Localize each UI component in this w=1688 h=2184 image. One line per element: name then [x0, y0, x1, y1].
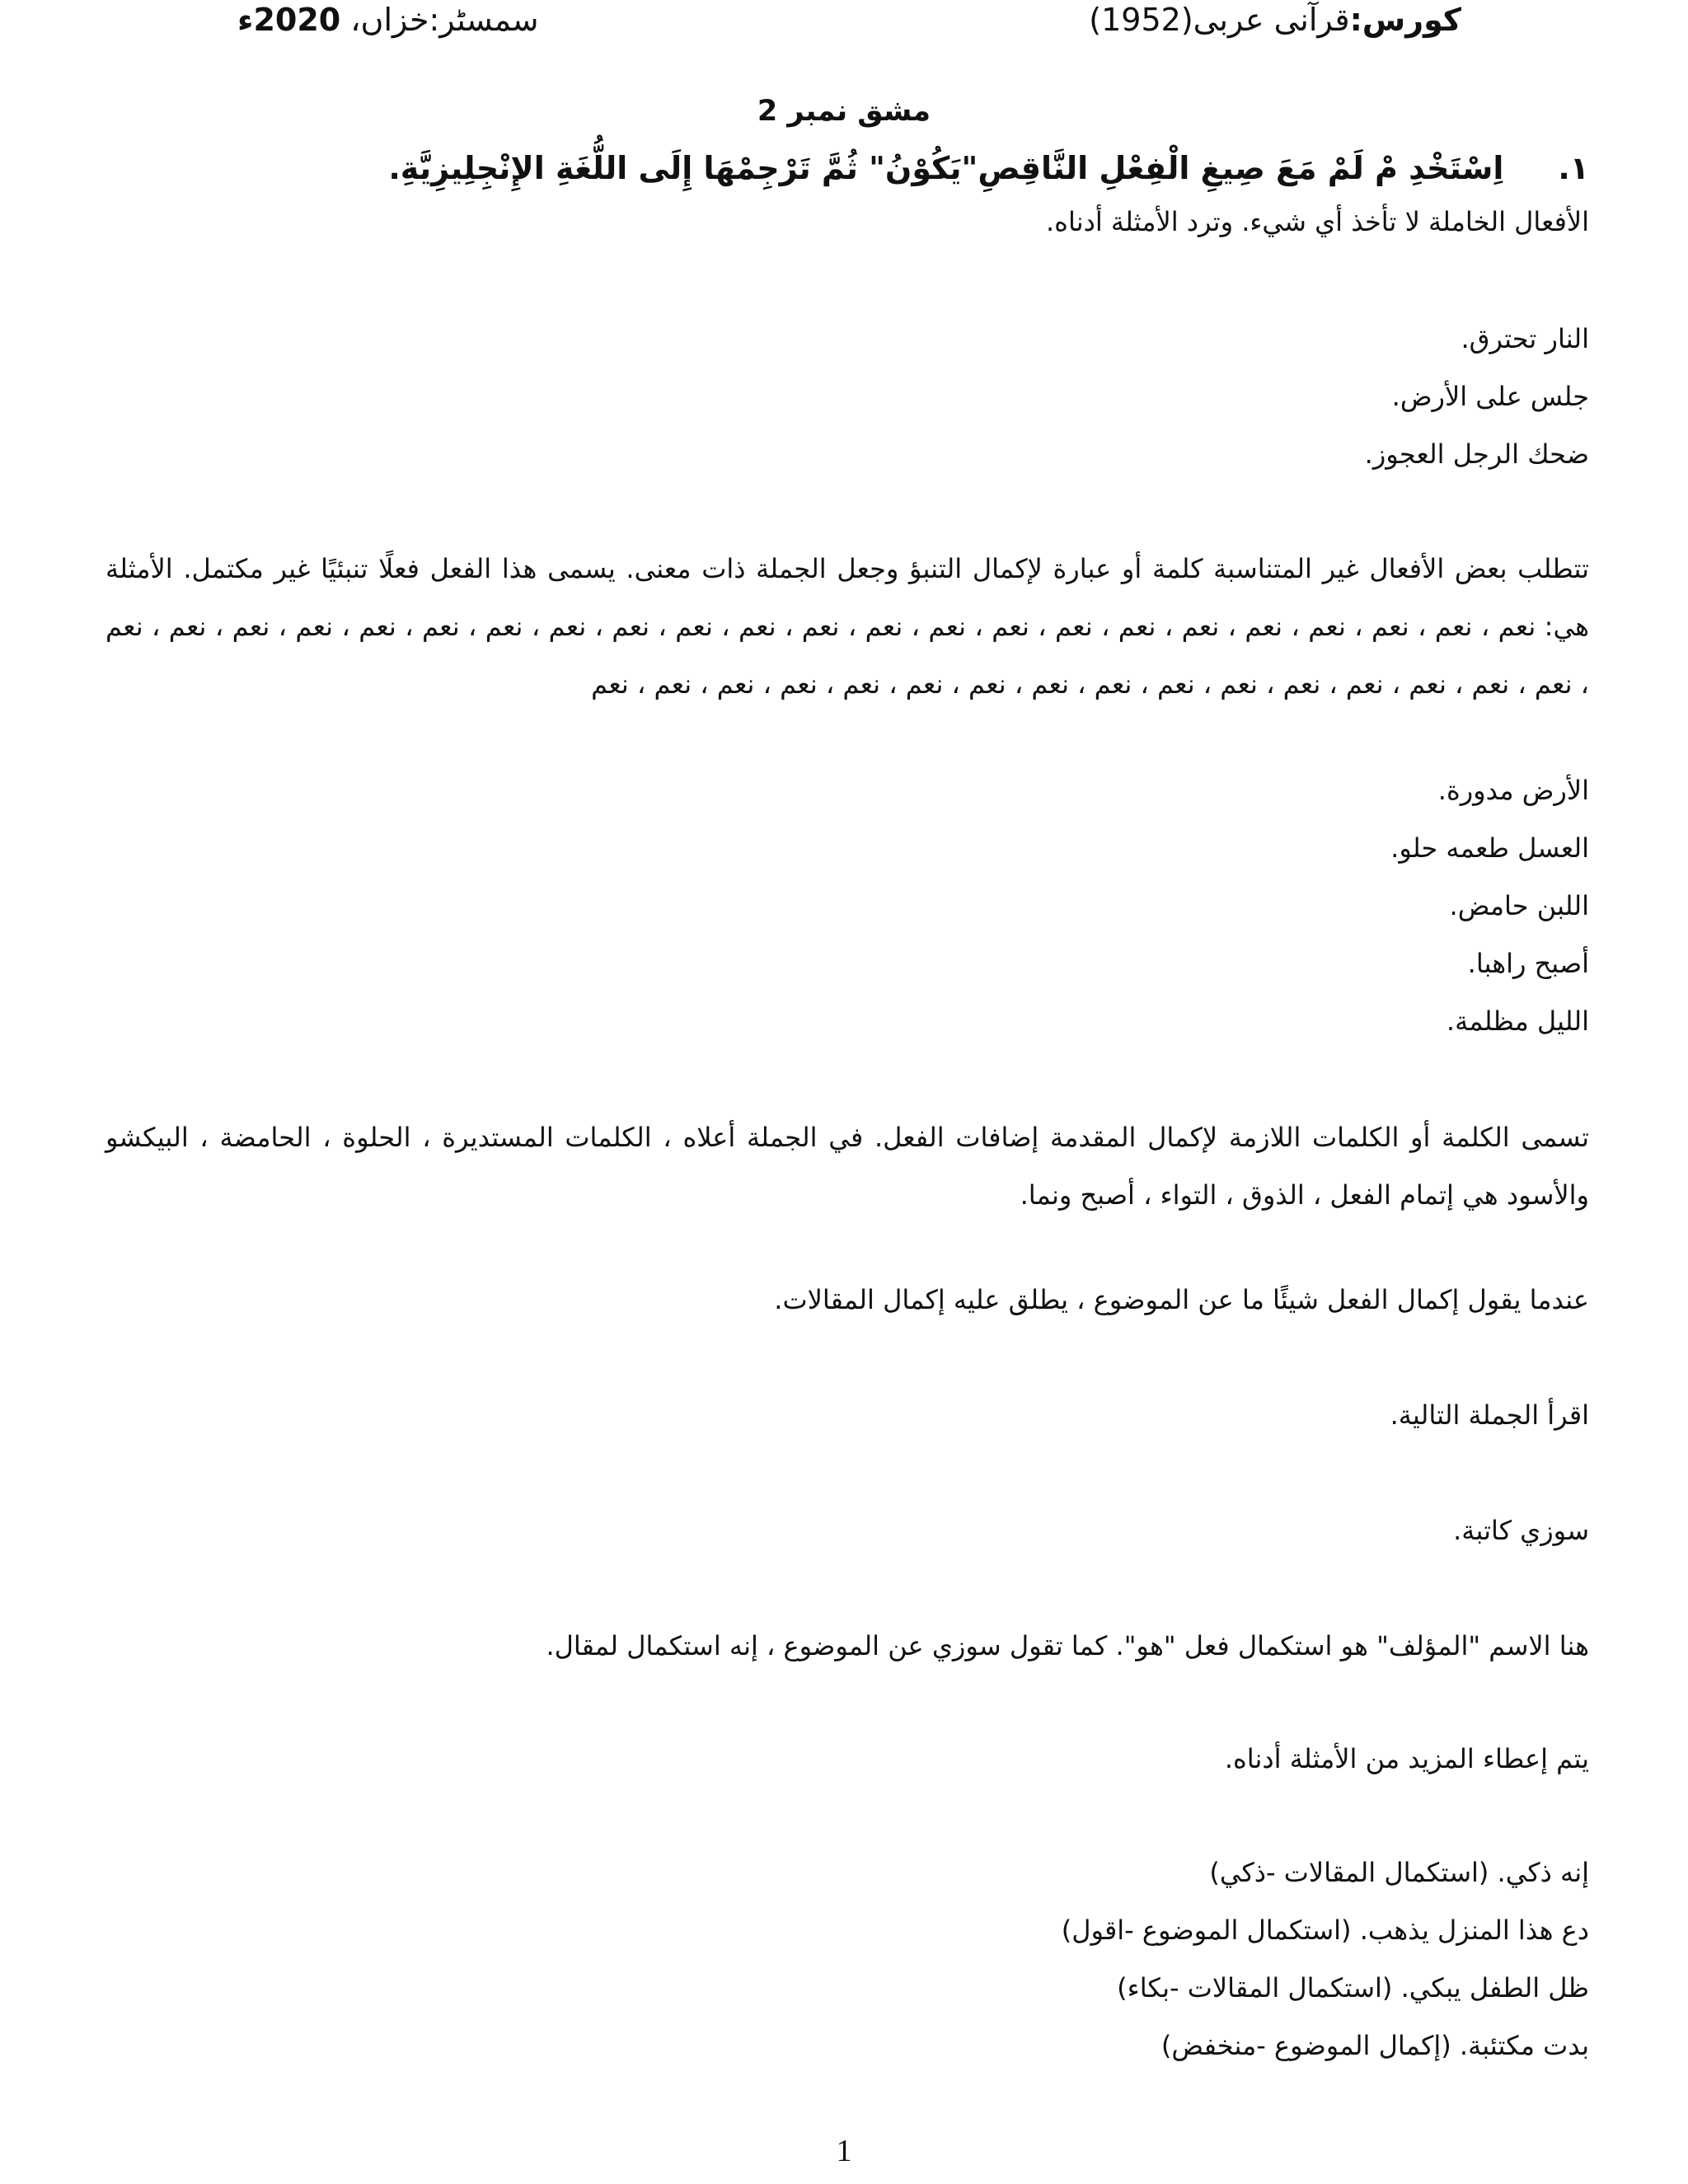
- example-1-1: النار تحترق.: [1461, 323, 1589, 354]
- example-1-2: جلس على الأرض.: [1391, 381, 1589, 412]
- semester-label: سمسٹر:: [429, 2, 539, 38]
- intro-line: الأفعال الخاملة لا تأخذ أي شيء. وترد الأمثلة أدناه.: [1046, 206, 1589, 237]
- semester-year: 2020ء: [237, 2, 341, 38]
- instruction-text: اِسْتَخْدِ مْ لَمْ مَعَ صِيغِ الْفِعْلِ النَّاقِصِ"يَكُوْنُ" ثُمَّ تَرْجِمْهَا إِلَى اللُّغَةِ الإِنْجِلِيزِيَّةِ.: [388, 150, 1504, 186]
- semester-header: [237, 2, 538, 38]
- example-3-1: إنه ذكي. (استكمال المقالات -ذكي): [1209, 1857, 1589, 1888]
- example-2-2: العسل طعمه حلو.: [1390, 832, 1589, 864]
- line-3: عندما يقول إكمال الفعل شيئًا ما عن الموضوع ، يطلق عليه إكمال المقالات.: [774, 1284, 1589, 1315]
- semester-value: خزاں،: [340, 2, 429, 38]
- example-2-5: الليل مظلمة.: [1446, 1005, 1589, 1037]
- instruction: [388, 150, 1589, 186]
- line-6: هنا الاسم "المؤلف" هو استكمال فعل "هو". كما تقول سوزي عن الموضوع ، إنه استكمال لمقال.: [546, 1630, 1589, 1661]
- example-3-2: دع هذا المنزل يذهب. (استكمال الموضوع -اقول): [1061, 1915, 1589, 1946]
- example-1-3: ضحك الرجل العجوز.: [1364, 438, 1589, 470]
- paragraph-2: تسمى الكلمة أو الكلمات اللازمة لإكمال المقدمة إضافات الفعل. في الجملة أعلاه ، الكلمات المستديرة ، الحلوة ، الحامضة ، البيكشو والأسود هي إتمام الفعل ، الذوق ، التواء ، أصبح ونما.: [106, 1122, 1589, 1211]
- paragraph-1: تتطلب بعض الأفعال غير المتناسبة كلمة أو عبارة لإكمال التنبؤ وجعل الجملة ذات معنى. يسمى هذا الفعل فعلًا تنبئيًا غير مكتمل. الأمثلة هي: نعم ، نعم ، نعم ، نعم ، نعم ، نعم ، نعم ، نعم ، نعم ، نعم ، نعم ، نعم ، نعم ، نعم ، نعم ، نعم ، نعم ، نعم ، نعم ، نعم ، نعم ، نعم ، نعم ، نعم ، نعم ، نعم ، نعم ، نعم ، نعم ، نعم ، نعم ، نعم ، نعم ، نعم ، نعم ، نعم ، نعم ، نعم ، نعم: [106, 553, 1589, 700]
- page-number: 1: [836, 2134, 852, 2168]
- course-label: کورس:: [1349, 2, 1461, 38]
- line-4: اقرأ الجملة التالية.: [1390, 1399, 1589, 1431]
- line-5: سوزي كاتبة.: [1453, 1515, 1589, 1546]
- instruction-number: ١.: [1558, 150, 1589, 186]
- course-value: قرآنی عربی(1952): [1089, 2, 1350, 38]
- example-2-4: أصبح راهبا.: [1467, 948, 1589, 979]
- exercise-title: مشق نمبر 2: [757, 95, 931, 128]
- line-7: يتم إعطاء المزيد من الأمثلة أدناه.: [1224, 1743, 1589, 1774]
- example-2-3: اللبن حامض.: [1449, 890, 1589, 921]
- example-3-3: ظل الطفل يبكي. (استكمال المقالات -بكاء): [1117, 1972, 1589, 2004]
- example-2-1: الأرض مدورة.: [1437, 775, 1589, 806]
- course-header: [1089, 2, 1461, 38]
- example-3-4: بدت مكتئبة. (إكمال الموضوع -منخفض): [1160, 2030, 1589, 2061]
